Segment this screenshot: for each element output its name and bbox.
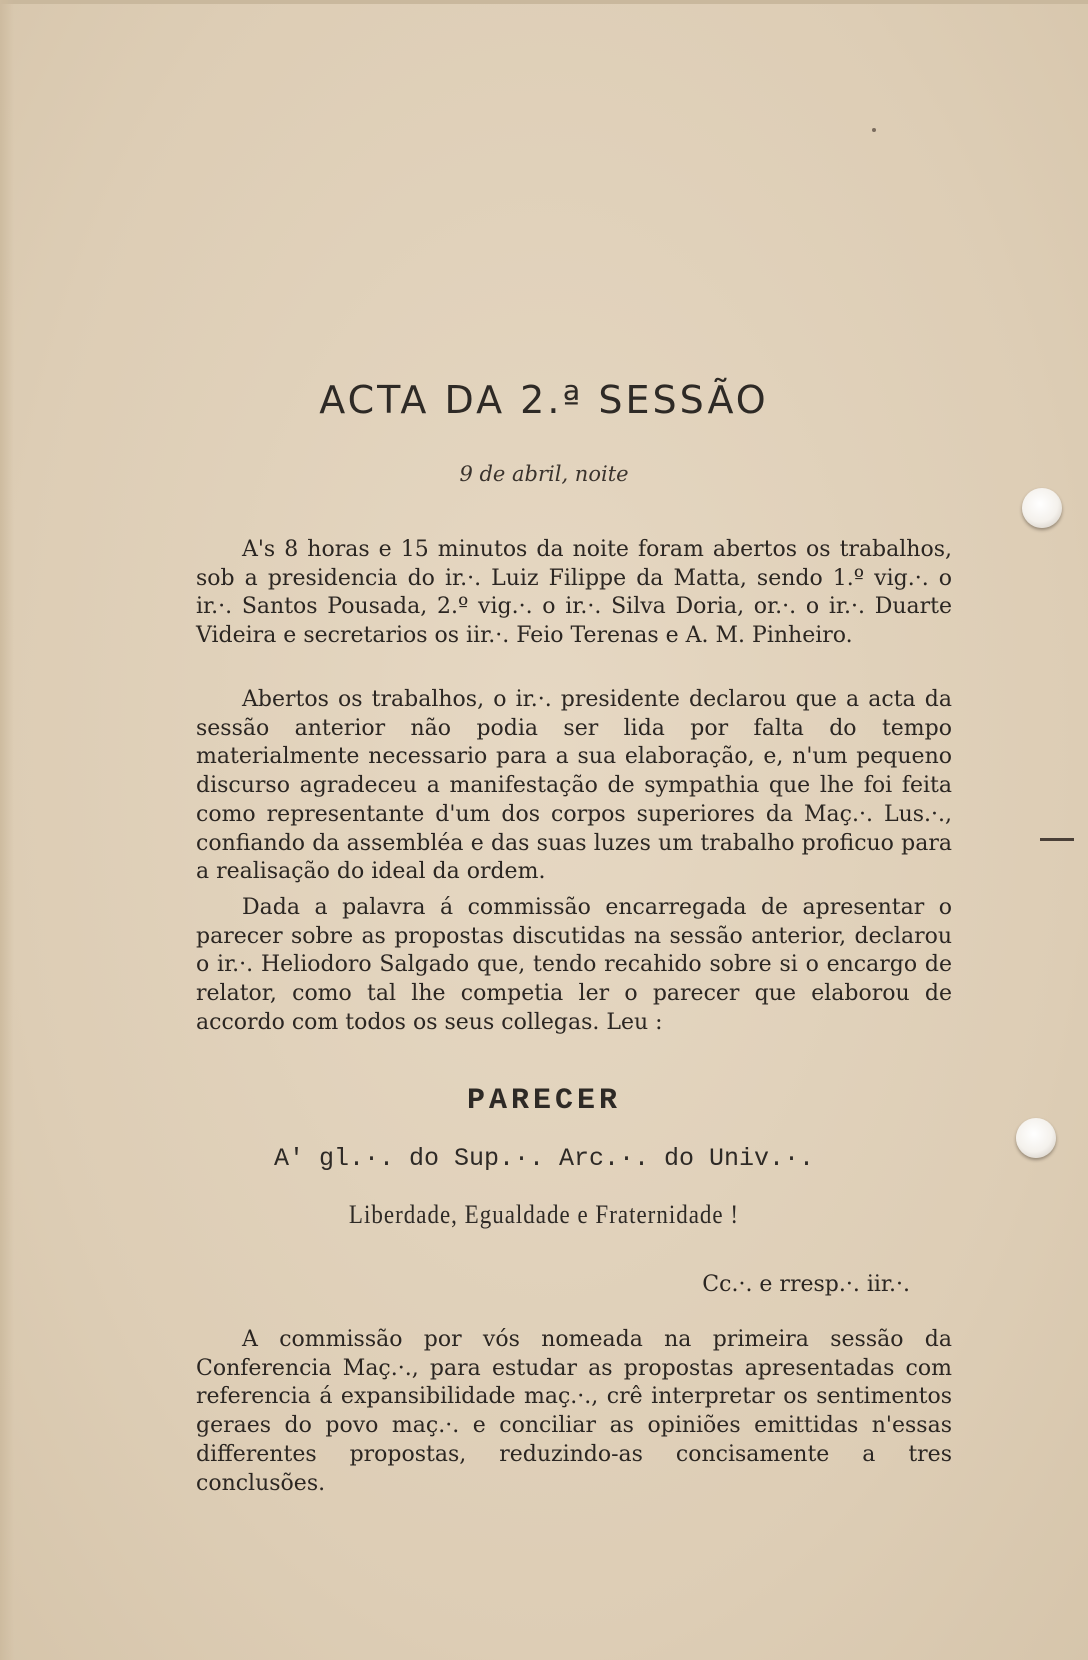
parecer-invocation: A' gl.·. do Sup.·. Arc.·. do Univ.·. (273, 1144, 815, 1173)
paragraph-opening: A's 8 horas e 15 minutos da noite foram abertos os trabalhos, sob a presidencia do ir.·. Luiz Filippe da Matta, sendo 1.º vig.·. o ir.·. Santos Pousada, 2.º vig.·. o ir.·. Silva Doria, or.·. o ir.·. Duarte Videira e secretarios os iir.·. Feio Terenas e A. M. Pinheiro. (196, 537, 952, 649)
paragraph-commission: Dada a palavra á commissão encarregada de apresentar o parecer sobre as propostas discutidas na sessão anterior, declarou o ir.·. Heliodoro Salgado que, tendo recahido sobre si o encargo de relator, como tal lhe competia ler o parecer que elaborou de accordo com todos os seus collegas. Leu : (196, 895, 952, 1035)
paragraph-report: A commissão por vós nomeada na primeira sessão da Conferencia Maç.·., para estudar as propostas apresentadas com referencia á expansibilidade maç.·., crê interpretar os sentimentos geraes do povo maç.·. e conciliar as opiniões emittidas n'essas differentes propostas, reduzindo-as concisamente a tres conclusões. (196, 1327, 952, 1496)
binder-hole-top (1022, 488, 1062, 528)
session-heading: ACTA DA 2.ª SESSÃO (319, 378, 769, 422)
page-left-edge (0, 0, 14, 1660)
margin-mark (1040, 838, 1074, 841)
paper-speck (872, 128, 876, 132)
parecer-motto: Liberdade, Egualdade e Fraternidade ! (348, 1200, 740, 1229)
page-top-edge (0, 0, 1088, 4)
parecer-salutation: Cc.·. e rresp.·. iir.·. (702, 1272, 910, 1297)
session-date: 9 de abril, noite (459, 462, 629, 486)
paragraph-president: Abertos os trabalhos, o ir.·. presidente declarou que a acta da sessão anterior não podia ser lida por falta do tempo materialmente necessario para a sua elaboração, e, n'um pequeno discurso agradeceu a manifestação de sympathia que lhe foi feita como representante d'um dos corpos superiores da Maç.·. Lus.·., confiando da assembléa e das suas luzes um trabalho proficuo para a realisação do ideal da ordem. (196, 687, 952, 885)
parecer-title: PARECER (466, 1084, 622, 1118)
